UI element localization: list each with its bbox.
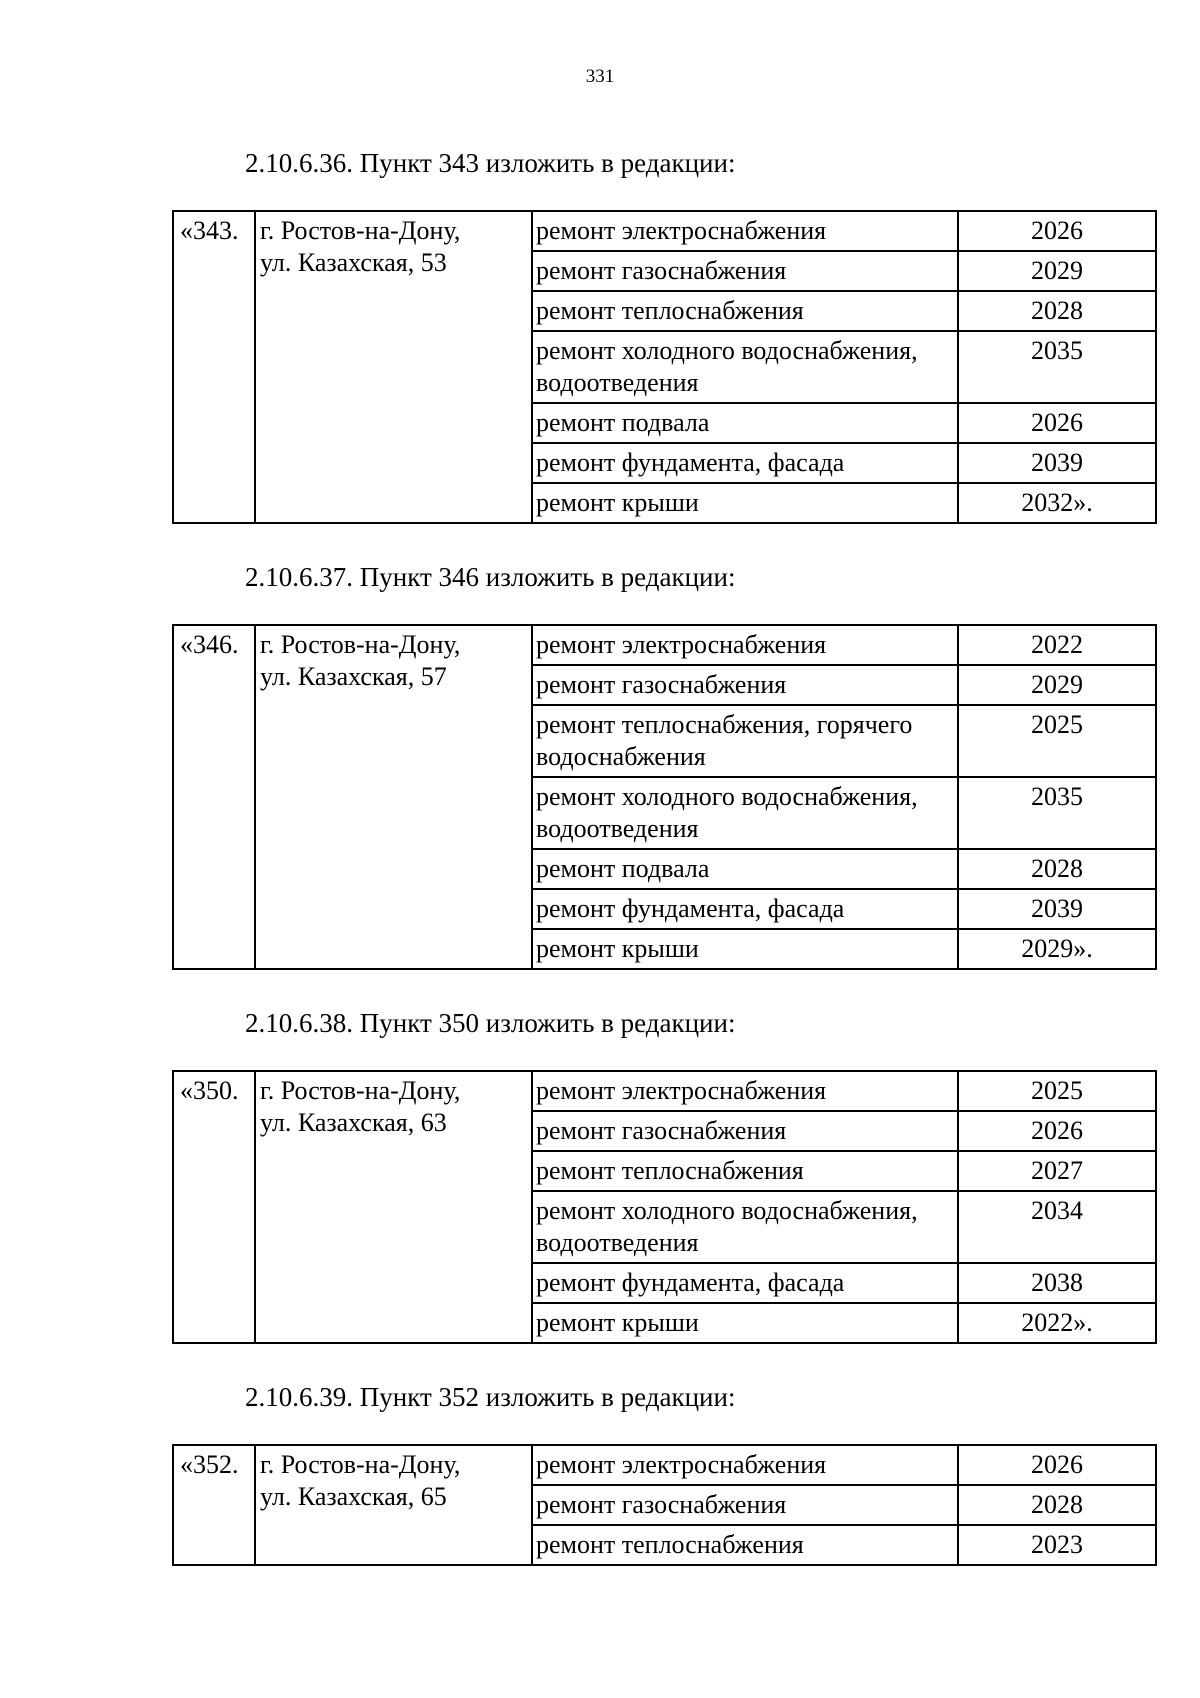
address-city: г. Ростов-на-Дону, <box>260 216 461 245</box>
table-row <box>173 1445 1156 1485</box>
work-year: 2028 <box>958 1485 1156 1525</box>
work-year: 2026 <box>958 403 1156 443</box>
address-cell <box>255 625 532 969</box>
work-type: ремонт фундамента, фасада <box>532 1263 958 1303</box>
work-type: ремонт холодного водоснабжения, водоотведения <box>532 1191 958 1263</box>
address-street: ул. Казахская, 63 <box>260 1108 447 1137</box>
item-number: «350. <box>173 1071 255 1343</box>
work-year: 2035 <box>958 331 1156 403</box>
work-year: 2027 <box>958 1151 1156 1191</box>
work-year: 2029 <box>958 251 1156 291</box>
work-year: 2026 <box>958 211 1156 251</box>
work-year: 2025 <box>958 705 1156 777</box>
work-year: 2038 <box>958 1263 1156 1303</box>
work-year: 2039 <box>958 889 1156 929</box>
section-heading-346: 2.10.6.37. Пункт 346 изложить в редакции: <box>245 562 736 592</box>
item-number: «352. <box>173 1445 255 1565</box>
work-year: 2029». <box>958 929 1156 969</box>
page-number: 331 <box>585 66 615 87</box>
work-type: ремонт холодного водоснабжения, водоотведения <box>532 777 958 849</box>
amendment-table-343 <box>172 210 1157 524</box>
table-row <box>173 1071 1156 1111</box>
work-type: ремонт электроснабжения <box>532 1445 958 1485</box>
work-year: 2026 <box>958 1111 1156 1151</box>
address-city: г. Ростов-на-Дону, <box>260 630 461 659</box>
section-heading-350: 2.10.6.38. Пункт 350 изложить в редакции: <box>245 1008 736 1038</box>
work-type: ремонт электроснабжения <box>532 211 958 251</box>
section-heading-352: 2.10.6.39. Пункт 352 изложить в редакции: <box>245 1382 736 1412</box>
work-type: ремонт фундамента, фасада <box>532 443 958 483</box>
work-type: ремонт крыши <box>532 929 958 969</box>
work-type: ремонт теплоснабжения <box>532 291 958 331</box>
address-cell <box>255 1071 532 1343</box>
amendment-table-346 <box>172 624 1157 970</box>
work-type: ремонт подвала <box>532 849 958 889</box>
work-type: ремонт газоснабжения <box>532 665 958 705</box>
address-street: ул. Казахская, 65 <box>260 1482 447 1511</box>
work-year: 2026 <box>958 1445 1156 1485</box>
work-year: 2035 <box>958 777 1156 849</box>
work-type: ремонт газоснабжения <box>532 1485 958 1525</box>
work-year: 2028 <box>958 849 1156 889</box>
work-year: 2039 <box>958 443 1156 483</box>
work-type: ремонт фундамента, фасада <box>532 889 958 929</box>
work-year: 2023 <box>958 1525 1156 1565</box>
work-year: 2022 <box>958 625 1156 665</box>
work-type: ремонт электроснабжения <box>532 625 958 665</box>
work-year: 2022». <box>958 1303 1156 1343</box>
address-cell <box>255 1445 532 1565</box>
work-type: ремонт газоснабжения <box>532 251 958 291</box>
work-type: ремонт газоснабжения <box>532 1111 958 1151</box>
address-street: ул. Казахская, 53 <box>260 248 447 277</box>
work-type: ремонт электроснабжения <box>532 1071 958 1111</box>
work-type: ремонт теплоснабжения <box>532 1525 958 1565</box>
work-year: 2032». <box>958 483 1156 523</box>
section-heading-343: 2.10.6.36. Пункт 343 изложить в редакции: <box>245 148 736 178</box>
work-year: 2029 <box>958 665 1156 705</box>
amendment-table-350 <box>172 1070 1157 1344</box>
item-number: «343. <box>173 211 255 523</box>
item-number: «346. <box>173 625 255 969</box>
work-type: ремонт теплоснабжения, горячего водоснабжения <box>532 705 958 777</box>
address-city: г. Ростов-на-Дону, <box>260 1076 461 1105</box>
work-type: ремонт холодного водоснабжения, водоотведения <box>532 331 958 403</box>
address-street: ул. Казахская, 57 <box>260 662 447 691</box>
work-type: ремонт подвала <box>532 403 958 443</box>
table-row <box>173 625 1156 665</box>
work-year: 2025 <box>958 1071 1156 1111</box>
address-cell <box>255 211 532 523</box>
work-type: ремонт теплоснабжения <box>532 1151 958 1191</box>
table-row <box>173 211 1156 251</box>
amendment-table-352 <box>172 1444 1157 1566</box>
address-city: г. Ростов-на-Дону, <box>260 1450 461 1479</box>
work-year: 2034 <box>958 1191 1156 1263</box>
work-year: 2028 <box>958 291 1156 331</box>
work-type: ремонт крыши <box>532 1303 958 1343</box>
work-type: ремонт крыши <box>532 483 958 523</box>
